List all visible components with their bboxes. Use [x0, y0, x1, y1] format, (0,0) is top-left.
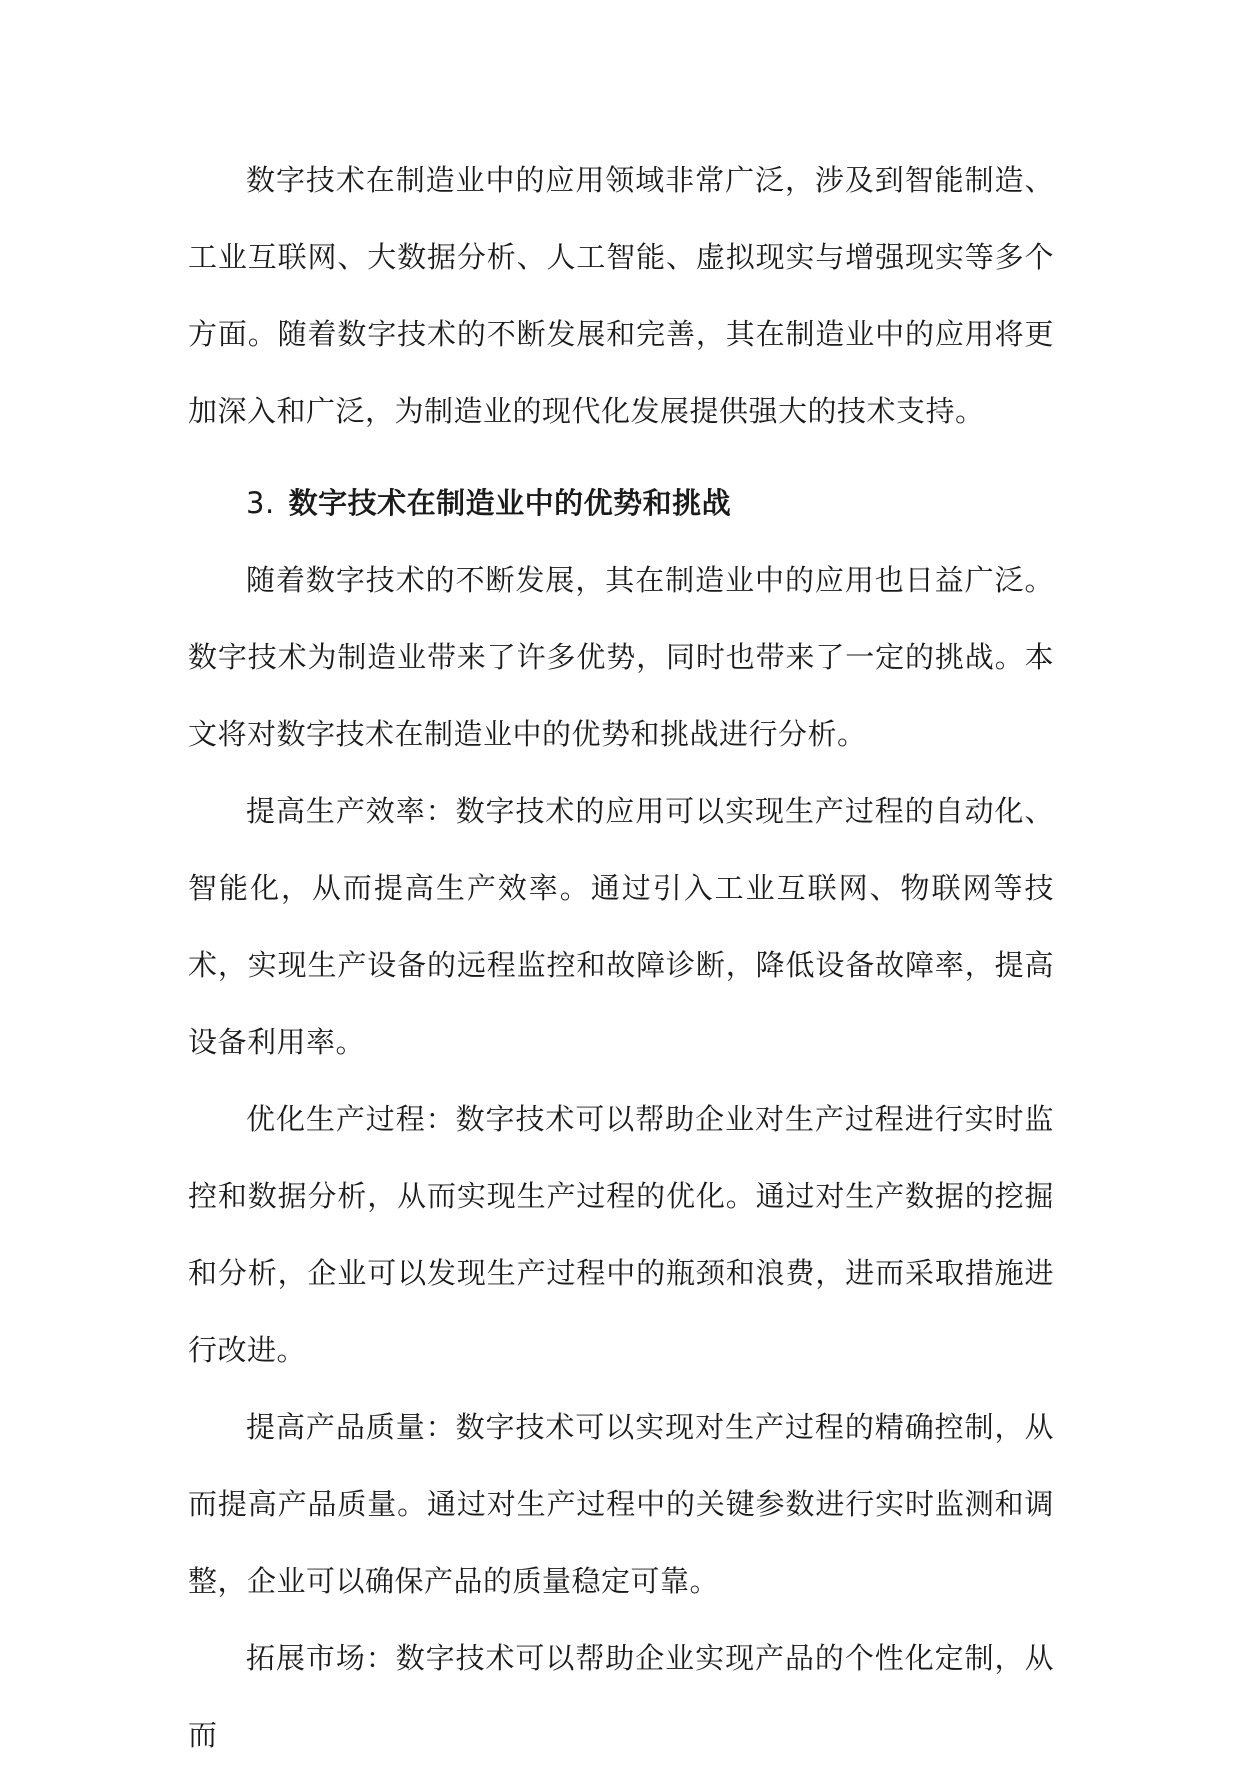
body-paragraph: 提高产品质量：数字技术可以实现对生产过程的精确控制，从而提高产品质量。通过对生产过程中的关键参数进行实时监测和调整，企业可以确保产品的质量稳定可靠。 [188, 1410, 1054, 1598]
body-paragraph: 随着数字技术的不断发展，其在制造业中的应用也日益广泛。数字技术为制造业带来了许多优势，同时也带来了一定的挑战。本文将对数字技术在制造业中的优势和挑战进行分析。 [188, 563, 1054, 751]
section-title: 数字技术在制造业中的优势和挑战 [288, 486, 732, 520]
document-body [188, 142, 1054, 1774]
section-number: 3. [246, 486, 275, 520]
intro-paragraph: 数字技术在制造业中的应用领域非常广泛，涉及到智能制造、工业互联网、大数据分析、人工智能、虚拟现实与增强现实等多个方面。随着数字技术的不断发展和完善，其在制造业中的应用将更加深入和广泛，为制造业的现代化发展提供强大的技术支持。 [188, 163, 1054, 428]
body-paragraph: 提高生产效率：数字技术的应用可以实现生产过程的自动化、智能化，从而提高生产效率。通过引入工业互联网、物联网等技术，实现生产设备的远程监控和故障诊断，降低设备故障率，提高设备利用率。 [188, 794, 1054, 1059]
section-heading [188, 465, 1054, 542]
body-paragraph: 优化生产过程：数字技术可以帮助企业对生产过程进行实时监控和数据分析，从而实现生产过程的优化。通过对生产数据的挖掘和分析，企业可以发现生产过程中的瓶颈和浪费，进而采取措施进行改进。 [188, 1102, 1054, 1367]
body-paragraph: 拓展市场：数字技术可以帮助企业实现产品的个性化定制，从而 [188, 1641, 1054, 1752]
